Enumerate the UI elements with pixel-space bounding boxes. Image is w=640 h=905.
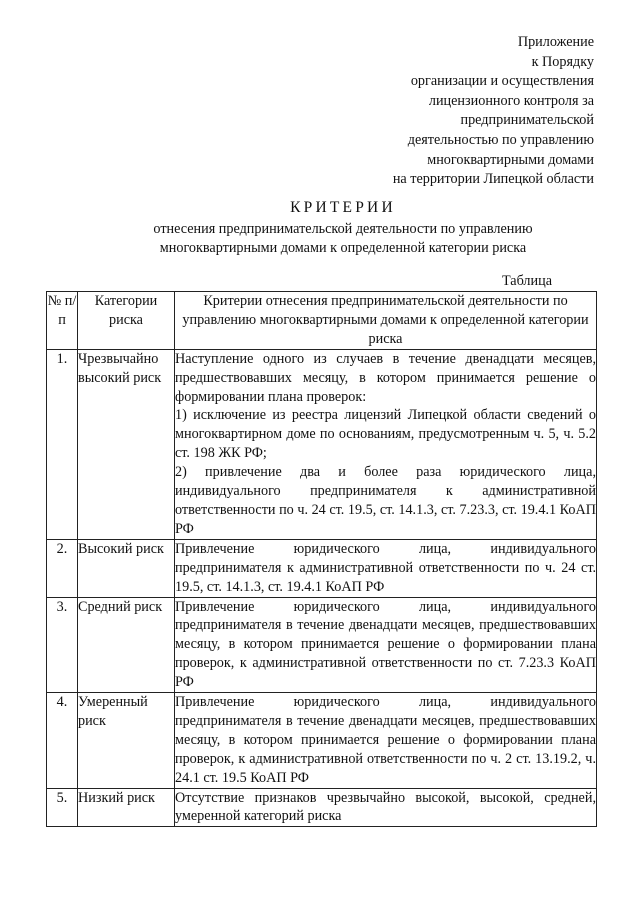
row-criteria (175, 539, 597, 597)
subtitle-line: отнесения предпринимательской деятельности по управлению (153, 221, 533, 237)
document-subtitle (0, 220, 640, 258)
criteria-table (46, 291, 597, 827)
row-criteria (175, 788, 597, 827)
table-row (47, 597, 597, 693)
row-number: 4. (47, 693, 78, 789)
table-row (47, 349, 597, 539)
row-number: 2. (47, 539, 78, 597)
row-category: Чрезвычайно высокий риск (78, 349, 175, 539)
criteria-paragraph: Привлечение юридического лица, индивидуального предпринимателя к административной ответственности по ч. 24 ст. 19.5, ст. 14.1.3, ст. 19.4.1 КоАП РФ (175, 540, 596, 595)
table-row (47, 788, 597, 827)
row-category: Высокий риск (78, 539, 175, 597)
appendix-line: деятельностью по управлению (407, 131, 594, 148)
criteria-paragraph: Отсутствие признаков чрезвычайно высокой, высокой, средней, умеренной категорий риска (175, 789, 596, 825)
row-criteria (175, 693, 597, 789)
criteria-paragraph: 1) исключение из реестра лицензий Липецкой области сведений о многоквартирном доме по основаниям, предусмотренным ч. 5, ч. 5.2 ст. 198 ЖК РФ; (175, 407, 596, 462)
row-category: Средний риск (78, 597, 175, 693)
subtitle-line: многоквартирными домами к определенной категории риска (159, 240, 527, 256)
appendix-line: Приложение (517, 34, 594, 50)
criteria-paragraph: Наступление одного из случаев в течение двенадцати месяцев, предшествовавших месяцу, в котором принимается решение о формировании плана проверок: (175, 350, 596, 405)
row-number: 5. (47, 788, 78, 827)
appendix-line: организации и осуществления (410, 73, 594, 90)
row-criteria (175, 349, 597, 539)
appendix-line: лицензионного контроля за (428, 92, 594, 109)
appendix-line: на территории Липецкой области (392, 171, 594, 188)
document-title: КРИТЕРИИ (290, 199, 396, 216)
criteria-paragraph: 2) привлечение два и более раза юридического лица, индивидуального предпринимателя к административной ответственности по ч. 24 ст. 19.5, ст. 14.1.3, ст. 7.23.3, ст. 19.4.1 КоАП РФ (175, 464, 596, 537)
row-category: Низкий риск (78, 788, 175, 827)
appendix-block (393, 33, 594, 190)
row-criteria (175, 597, 597, 693)
header-category: Категории риска (78, 292, 175, 350)
table-header-row (47, 292, 597, 350)
table-row (47, 539, 597, 597)
appendix-line: к Порядку (531, 53, 594, 70)
row-number: 3. (47, 597, 78, 693)
table-caption: Таблица (501, 273, 552, 289)
header-number: № п/п (47, 292, 78, 350)
appendix-line: предпринимательской (460, 112, 594, 129)
appendix-line: многоквартирными домами (427, 151, 594, 168)
row-number: 1. (47, 349, 78, 539)
criteria-paragraph: Привлечение юридического лица, индивидуального предпринимателя в течение двенадцати месяцев, предшествовавших месяцу, в котором принимается решение о формировании плана проверок, к административной ответственности по ст. 7.23.3 КоАП РФ (175, 598, 596, 691)
criteria-paragraph: Привлечение юридического лица, индивидуального предпринимателя в течение двенадцати месяцев, предшествовавших месяцу, в котором принимается решение о формировании плана проверок, к административной ответственности по ч. 2 ст. 13.19.2, ч. 24.1 ст. 19.5 КоАП РФ (175, 694, 596, 786)
row-category: Умеренный риск (78, 693, 175, 789)
header-criteria: Критерии отнесения предпринимательской деятельности по управлению многоквартирными домами к определенной категории риска (175, 292, 597, 350)
table-row (47, 693, 597, 789)
